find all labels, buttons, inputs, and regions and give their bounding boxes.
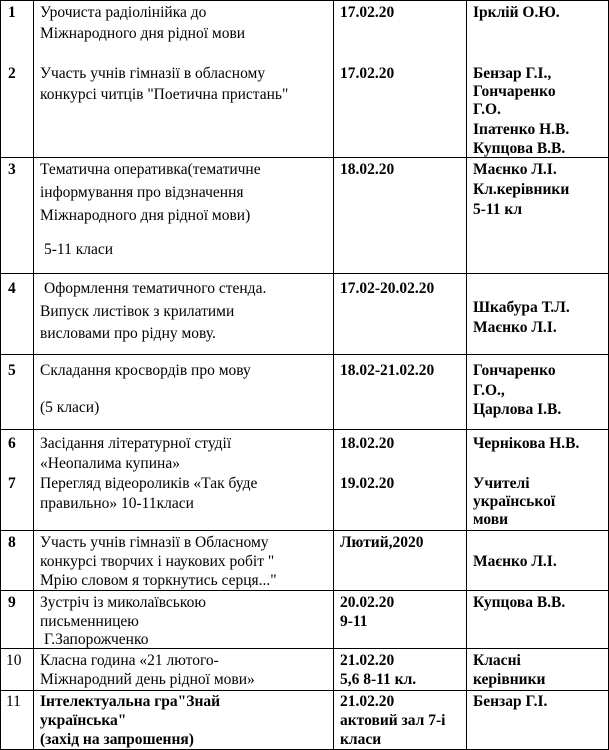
row-number: 2 <box>8 65 16 82</box>
row-number: 1 <box>8 4 16 21</box>
responsible-person: мови <box>473 511 509 528</box>
responsible-person: Шкабура Т.Л. <box>473 299 570 316</box>
event-text: письменницею <box>40 613 139 630</box>
responsible-person: Учителі <box>473 475 530 492</box>
row-number: 4 <box>8 280 16 297</box>
row-divider <box>0 690 609 691</box>
event-text: Засідання літературної студії <box>40 435 232 452</box>
responsible-person: Класні <box>473 652 521 669</box>
event-text: Участь учнів гімназії в обласному <box>40 65 266 82</box>
responsible-person: Маєнко Л.І. <box>473 161 557 178</box>
event-text: Зустріч із миколаївською <box>40 594 206 611</box>
responsible-person: Маєнко Л.І. <box>473 553 557 570</box>
event-text: Тематична оперативка(тематичне <box>40 161 261 178</box>
table-border-left <box>0 0 1 750</box>
event-date: 17.02.20 <box>340 65 395 82</box>
row-number: 6 <box>8 435 16 452</box>
event-text: Урочиста радіолінійка до <box>40 4 207 21</box>
row-divider <box>0 530 609 531</box>
column-divider-date <box>466 0 467 750</box>
event-text: (захід на запрошення) <box>40 731 194 748</box>
event-text: правильно» 10-11класи <box>40 495 194 512</box>
event-date: 18.02-21.02.20 <box>340 362 435 379</box>
row-number: 7 <box>8 475 16 492</box>
event-text: Класна година «21 лютого- <box>40 652 219 669</box>
row-number: 10 <box>6 652 22 669</box>
responsible-person: Гончаренко <box>473 362 556 379</box>
event-text: Міжнародного дня рідної мови) <box>40 207 251 224</box>
event-text: Інтелектуальна гра"Знай <box>40 693 221 710</box>
event-date: 19.02.20 <box>340 475 395 492</box>
column-divider-event <box>333 0 334 750</box>
event-text: висловами про рідну мову. <box>40 325 216 342</box>
event-text: Складання кросвордів про мову <box>40 362 251 379</box>
event-date: актовий зал 7-і <box>340 712 446 729</box>
row-number: 11 <box>6 693 21 710</box>
event-date: Лютий,2020 <box>340 534 424 551</box>
responsible-person: керівники <box>473 671 546 688</box>
responsible-person: Г.О., <box>473 382 505 399</box>
event-text: 5-11 класи <box>44 241 114 258</box>
event-date: 9-11 <box>340 613 368 630</box>
responsible-person: Гончаренко <box>473 83 556 100</box>
row-number: 9 <box>8 594 16 611</box>
event-date: 21.02.20 <box>340 693 395 710</box>
row-number: 8 <box>8 534 16 551</box>
row-number: 5 <box>8 362 16 379</box>
event-date: 17.02-20.02.20 <box>340 280 435 297</box>
responsible-person: 5-11 кл <box>473 201 523 218</box>
event-date: 5,6 8-11 кл. <box>340 671 417 688</box>
event-date: 18.02.20 <box>340 435 395 452</box>
row-divider <box>0 0 609 1</box>
responsible-person: Кл.керівники <box>473 181 570 198</box>
column-divider-num <box>33 0 34 750</box>
row-number: 3 <box>8 161 16 178</box>
event-text: інформування про відзначення <box>40 184 244 201</box>
row-divider <box>0 590 609 591</box>
row-divider <box>0 354 609 355</box>
responsible-person: Бензар Г.І., <box>473 65 552 82</box>
event-text: конкурсі творчих і наукових робіт " <box>40 553 275 570</box>
event-date: 17.02.20 <box>340 4 395 21</box>
responsible-person: Іпатенко Н.В. <box>473 121 570 138</box>
event-text: Міжнародний день рідної мови» <box>40 671 255 688</box>
event-text: «Неопалима купина» <box>40 455 180 472</box>
event-text: Міжнародного дня рідної мови <box>40 25 246 42</box>
event-text: Г.Запорожченко <box>44 631 149 648</box>
responsible-person: української <box>473 493 556 510</box>
event-date: 18.02.20 <box>340 161 395 178</box>
responsible-person: Купцова В.В. <box>473 594 566 611</box>
event-text: Участь учнів гімназії в Обласному <box>40 534 269 551</box>
event-text: Оформлення тематичного стенда. <box>44 280 267 297</box>
event-text: Випуск листівок з крилатими <box>40 303 235 320</box>
responsible-person: Бензар Г.І. <box>473 693 548 710</box>
event-text: конкурсі читців "Поетична пристань" <box>40 86 289 103</box>
event-text: українська" <box>40 712 127 729</box>
event-date: класи <box>340 731 382 748</box>
responsible-person: Царлова І.В. <box>473 401 562 418</box>
responsible-person: Г.О. <box>473 101 501 118</box>
event-date: 20.02.20 <box>340 594 395 611</box>
row-divider <box>0 429 609 430</box>
responsible-person: Купцова В.В. <box>473 140 566 157</box>
event-text: Перегляд відеороликів «Так буде <box>40 475 258 492</box>
row-divider <box>0 273 609 274</box>
responsible-person: Ірклій О.Ю. <box>473 4 560 21</box>
responsible-person: Маєнко Л.І. <box>473 319 557 336</box>
event-date: 21.02.20 <box>340 652 395 669</box>
event-text: Мрію словом я торкнутись серця..." <box>40 572 277 589</box>
responsible-person: Чернікова Н.В. <box>473 435 580 452</box>
event-text: (5 класи) <box>40 399 100 416</box>
